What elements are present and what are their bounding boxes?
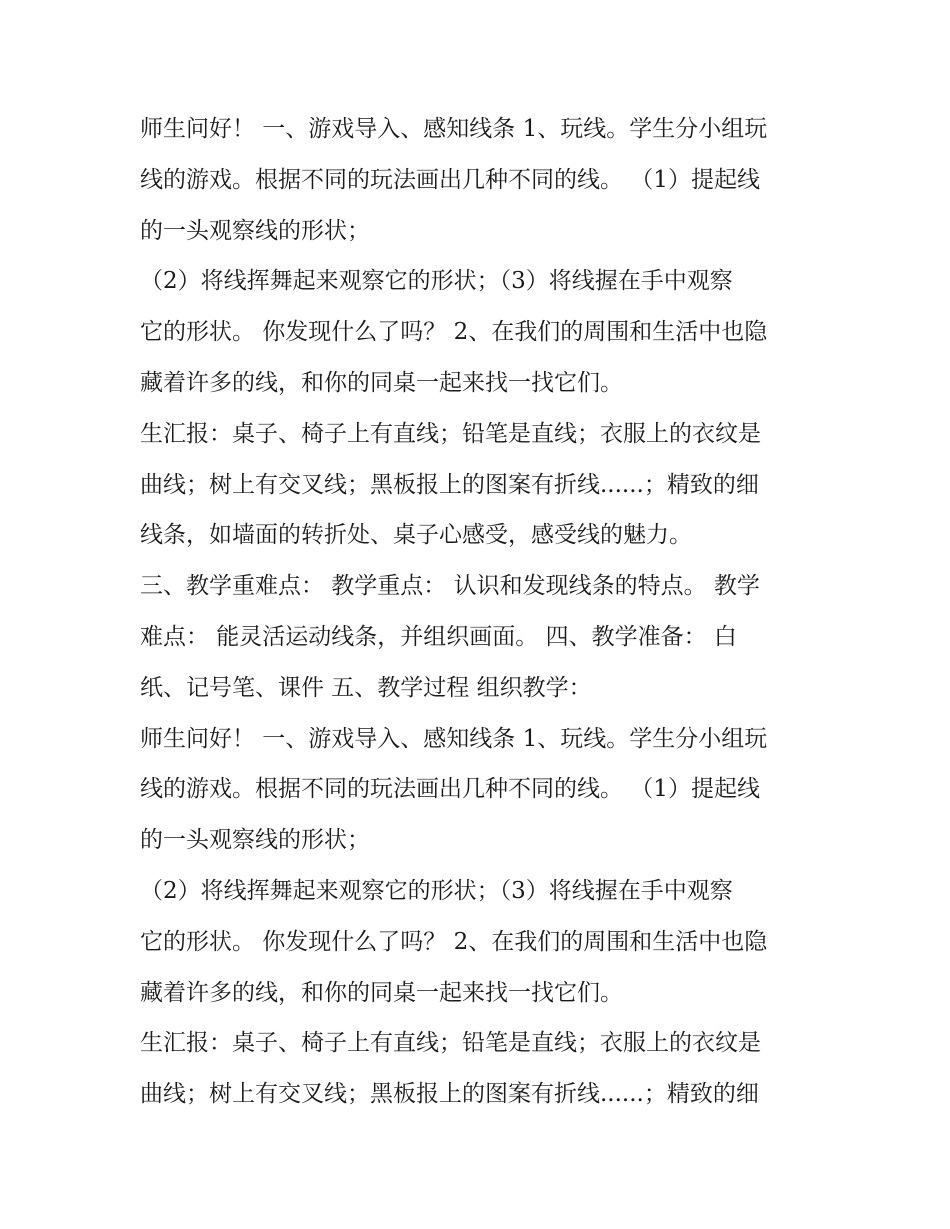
text-line: 线的游戏。根据不同的玩法画出几种不同的线。 （1）提起线 — [140, 166, 760, 193]
text-line: 的一头观察线的形状； — [140, 827, 370, 854]
text-line: 师生问好！ 一、游戏导入、感知线条 1、玩线。学生分小组玩 — [140, 116, 768, 142]
document-body — [140, 104, 820, 1120]
text-line: 生汇报：桌子、椅子上有直线；铅笔是直线；衣服上的衣纹是 — [140, 420, 761, 447]
text-line: 三、教学重难点： 教学重点： 认识和发现线条的特点。 教学 — [140, 573, 760, 600]
text-line: 的一头观察线的形状； — [140, 217, 370, 244]
text-line: 曲线；树上有交叉线；黑板报上的图案有折线......；精致的细 — [140, 1081, 759, 1108]
text-line: 藏着许多的线，和你的同桌一起来找一找它们。 — [140, 369, 623, 396]
text-line: 难点： 能灵活运动线条，并组织画面。 四、教学准备： 白 — [140, 623, 737, 650]
text-line: 师生问好！ 一、游戏导入、感知线条 1、玩线。学生分小组玩 — [140, 725, 768, 752]
text-line: 线条，如墙面的转折处、桌子心感受，感受线的魅力。 — [140, 522, 692, 549]
text-line: （2）将线挥舞起来观察它的形状；（3）将线握在手中观察 — [140, 877, 733, 904]
text-line: 藏着许多的线，和你的同桌一起来找一找它们。 — [140, 979, 623, 1006]
text-line: 曲线；树上有交叉线；黑板报上的图案有折线......；精致的细 — [140, 471, 759, 498]
text-line: 它的形状。 你发现什么了吗？ 2、在我们的周围和生活中也隐 — [140, 928, 768, 955]
text-line: 它的形状。 你发现什么了吗？ 2、在我们的周围和生活中也隐 — [140, 319, 768, 346]
text-line: 线的游戏。根据不同的玩法画出几种不同的线。 （1）提起线 — [140, 776, 760, 803]
text-line: 纸、记号笔、课件 五、教学过程 组织教学： — [140, 674, 592, 701]
text-line: （2）将线挥舞起来观察它的形状；（3）将线握在手中观察 — [140, 268, 733, 295]
text-line: 生汇报：桌子、椅子上有直线；铅笔是直线；衣服上的衣纹是 — [140, 1030, 761, 1057]
